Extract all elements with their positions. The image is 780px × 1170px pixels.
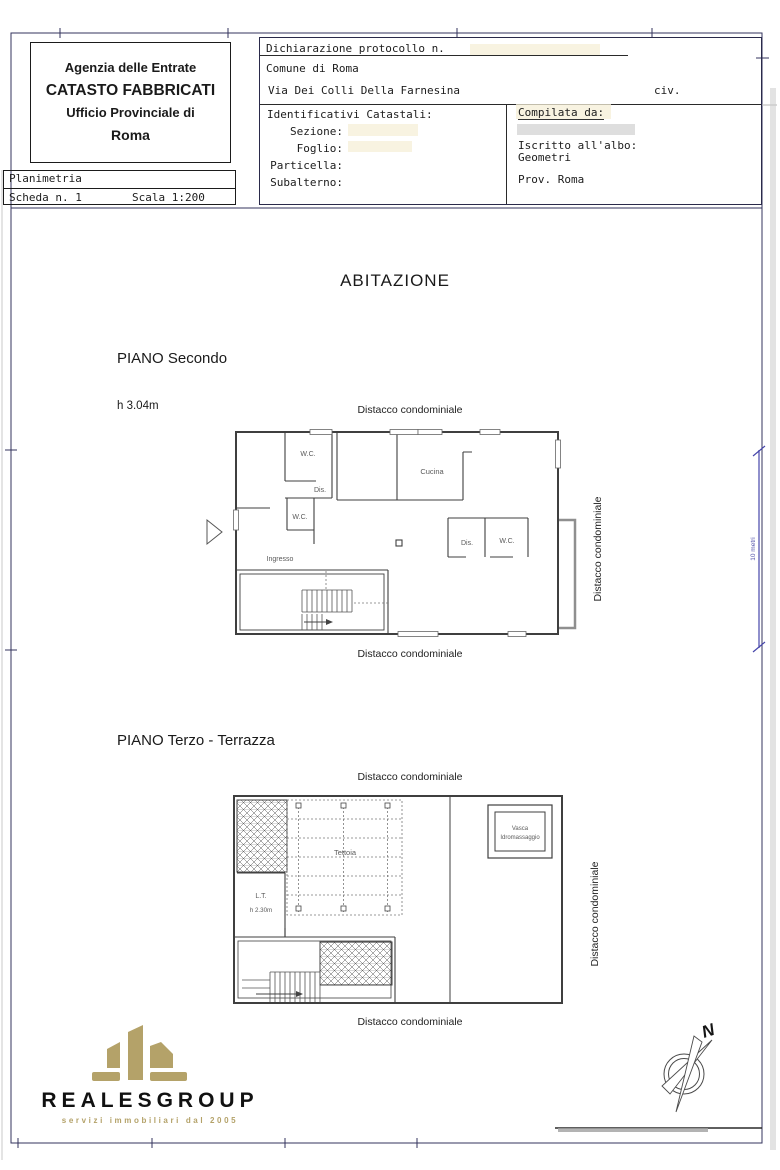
declaration-header-box <box>259 37 762 205</box>
room-cucina: Cucina <box>420 467 444 476</box>
prov-label: Prov. Roma <box>518 173 585 186</box>
room-wc-right: W.C. <box>499 538 515 545</box>
compilata-title: Compilata da: <box>518 106 605 119</box>
catastali-title: Identificativi Catastali: <box>267 108 433 121</box>
street-label: Via Dei Colli Della Farnesina <box>268 84 461 97</box>
entrance-arrow-icon <box>207 520 222 544</box>
agency-line3: Ufficio Provinciale di <box>66 105 195 120</box>
scale-value: Scala 1:200 <box>132 191 205 204</box>
comune-label: Comune di Roma <box>266 62 359 75</box>
foglio-field <box>348 141 412 152</box>
albo-line2: Geometri <box>518 151 571 164</box>
room-ingresso: Ingresso <box>266 556 294 563</box>
logo-brand-part1: REALES <box>41 1089 157 1112</box>
agency-line2: CATASTO FABBRICATI <box>45 82 216 99</box>
floor3-distacco-bottom: Distacco condominiale <box>357 1016 463 1028</box>
redacted-name <box>517 124 635 135</box>
roof-hatch-topleft <box>237 800 287 872</box>
sezione-label: Sezione: <box>290 125 343 138</box>
roof-hatch-bottom <box>320 942 392 985</box>
planimetria-box <box>3 170 236 205</box>
room-dis-right: Dis. <box>460 540 474 547</box>
protocol-underline <box>260 55 628 56</box>
sezione-field <box>348 124 418 136</box>
agency-line1: Agenzia delle Entrate <box>64 60 197 75</box>
scale-bar-label: 10 metri <box>750 537 757 561</box>
agency-line4: Roma <box>111 127 150 143</box>
vasca-label-1: Vasca <box>511 826 529 832</box>
realesgroup-logo-icon <box>18 1012 282 1084</box>
floor3-heading: PIANO Terzo - Terrazza <box>117 732 275 749</box>
compass-rose-icon <box>662 1020 718 1112</box>
header-divider <box>260 104 761 105</box>
room-lt: L.T. <box>255 893 267 900</box>
logo-brand-part2: GROUP <box>156 1089 259 1112</box>
logo-tagline: servizi immobiliari dal 2005 <box>61 1116 239 1125</box>
foglio-label: Foglio: <box>296 142 343 155</box>
scheda-number: Scheda n. 1 <box>9 191 82 204</box>
protocol-highlight <box>470 44 600 55</box>
albo-line1: Iscritto all'albo: <box>518 139 638 152</box>
compass-north-label: N <box>699 1019 717 1042</box>
room-dis-top: Dis. <box>313 487 327 494</box>
main-title: ABITAZIONE <box>340 271 450 290</box>
floor3-distacco-top: Distacco condominiale <box>357 771 463 783</box>
scan-artifact-bar <box>558 1128 708 1132</box>
realesgroup-logo <box>18 1012 282 1137</box>
room-wc-top: W.C. <box>300 451 316 458</box>
floor2-heading: PIANO Secondo <box>117 350 228 367</box>
room-tettoia: Tettoia <box>333 848 357 857</box>
floor2-distacco-right: Distacco condominiale <box>592 496 604 602</box>
floor3-distacco-right: Distacco condominiale <box>589 861 601 967</box>
floor2-plan <box>198 424 578 639</box>
floor2-distacco-bottom: Distacco condominiale <box>357 648 463 660</box>
floor2-distacco-top: Distacco condominiale <box>357 404 463 416</box>
logo-brand <box>18 1089 282 1113</box>
room-lt-height: h 2.30m <box>249 907 273 914</box>
header-vdivider <box>506 104 507 204</box>
room-wc-left: W.C. <box>292 514 308 521</box>
protocol-label: Dichiarazione protocollo n. <box>266 42 445 55</box>
agency-header-box <box>30 42 231 163</box>
subalterno-label: Subalterno: <box>270 176 343 189</box>
vasca-label-2: Idromassaggio <box>500 835 540 841</box>
floor2-height-note: h 3.04m <box>117 400 159 412</box>
civ-label: civ. <box>654 84 681 97</box>
floor3-plan <box>198 792 578 1007</box>
particella-label: Particella: <box>270 159 343 172</box>
planimetria-title: Planimetria <box>4 171 235 189</box>
